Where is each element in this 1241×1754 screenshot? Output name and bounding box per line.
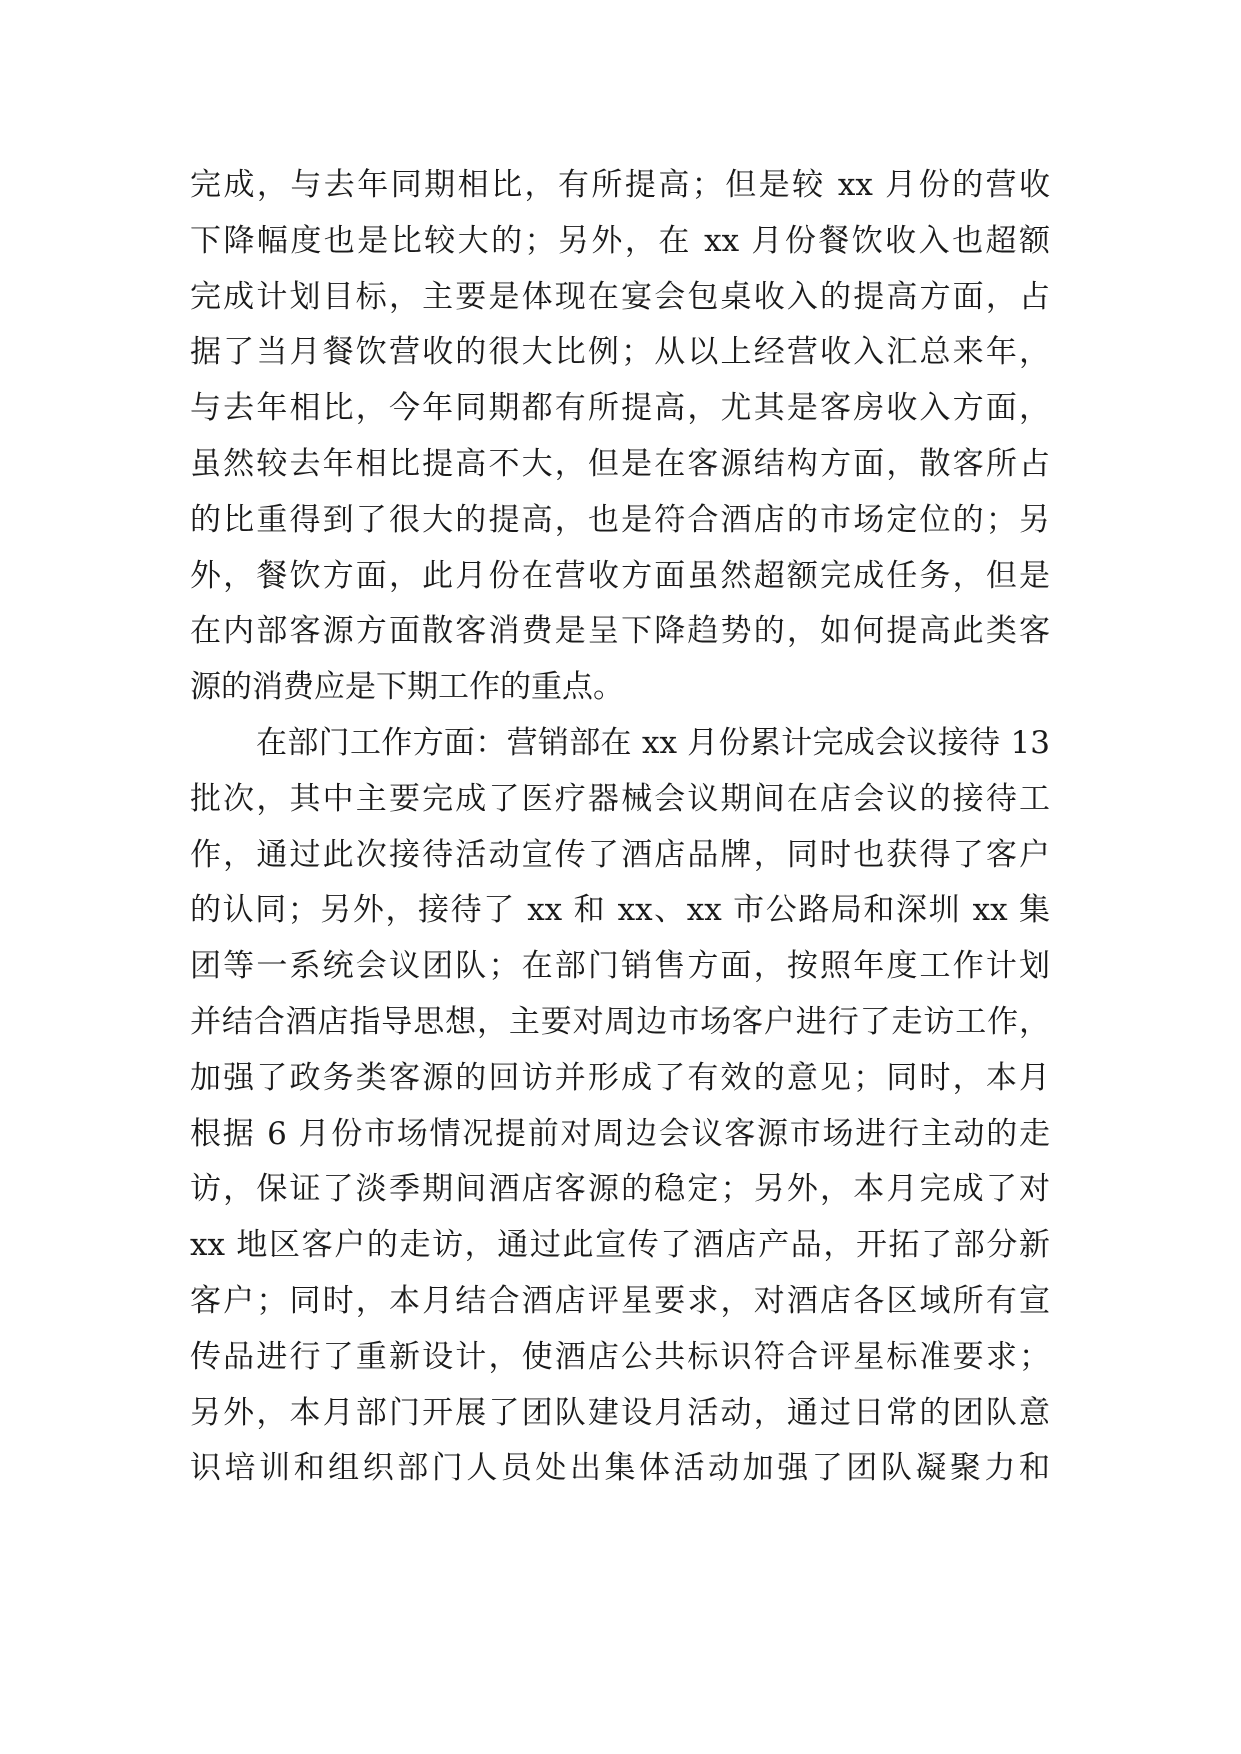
text-line: 据了当月餐饮营收的很大比例；从以上经营收入汇总来年， (190, 334, 1050, 371)
paragraph-end-line: 源的消费应是下期工作的重点。 (190, 669, 624, 706)
text-line: 识培训和组织部门人员处出集体活动加强了团队凝聚力和 (190, 1450, 1050, 1487)
paragraph-start-line: 在部门工作方面：营销部在 xx 月份累计完成会议接待 13 (256, 724, 1050, 761)
text-line: 的认同；另外，接待了 xx 和 xx、xx 市公路局和深圳 xx 集 (190, 892, 1050, 929)
text-line: xx 地区客户的走访，通过此宣传了酒店产品，开拓了部分新 (190, 1227, 1050, 1264)
text-line: 客户；同时，本月结合酒店评星要求，对酒店各区域所有宣 (190, 1282, 1050, 1319)
text-line: 外，餐饮方面，此月份在营收方面虽然超额完成任务，但是 (190, 557, 1050, 594)
text-line: 作，通过此次接待活动宣传了酒店品牌，同时也获得了客户 (190, 836, 1050, 873)
text-line: 下降幅度也是比较大的；另外，在 xx 月份餐饮收入也超额 (190, 222, 1050, 259)
text-line: 并结合酒店指导思想，主要对周边市场客户进行了走访工作， (190, 1003, 1050, 1040)
text-line: 加强了政务类客源的回访并形成了有效的意见；同时，本月 (190, 1059, 1050, 1096)
text-line: 与去年相比，今年同期都有所提高，尤其是客房收入方面， (190, 390, 1050, 427)
text-line: 团等一系统会议团队；在部门销售方面，按照年度工作计划 (190, 948, 1050, 985)
text-line: 访，保证了淡季期间酒店客源的稳定；另外，本月完成了对 (190, 1171, 1050, 1208)
text-line: 根据 6 月份市场情况提前对周边会议客源市场进行主动的走 (190, 1115, 1050, 1152)
text-line: 另外，本月部门开展了团队建设月活动，通过日常的团队意 (190, 1394, 1050, 1431)
text-line: 在内部客源方面散客消费是呈下降趋势的，如何提高此类客 (190, 613, 1050, 650)
text-line: 虽然较去年相比提高不大，但是在客源结构方面，散客所占 (190, 445, 1050, 482)
body-text (190, 158, 1050, 1497)
text-line: 的比重得到了很大的提高，也是符合酒店的市场定位的；另 (190, 501, 1050, 538)
text-line: 完成计划目标，主要是体现在宴会包桌收入的提高方面，占 (190, 278, 1050, 315)
text-line: 批次，其中主要完成了医疗器械会议期间在店会议的接待工 (190, 780, 1050, 817)
text-line: 传品进行了重新设计，使酒店公共标识符合评星标准要求； (190, 1338, 1050, 1375)
text-line: 完成，与去年同期相比，有所提高；但是较 xx 月份的营收 (190, 167, 1050, 203)
